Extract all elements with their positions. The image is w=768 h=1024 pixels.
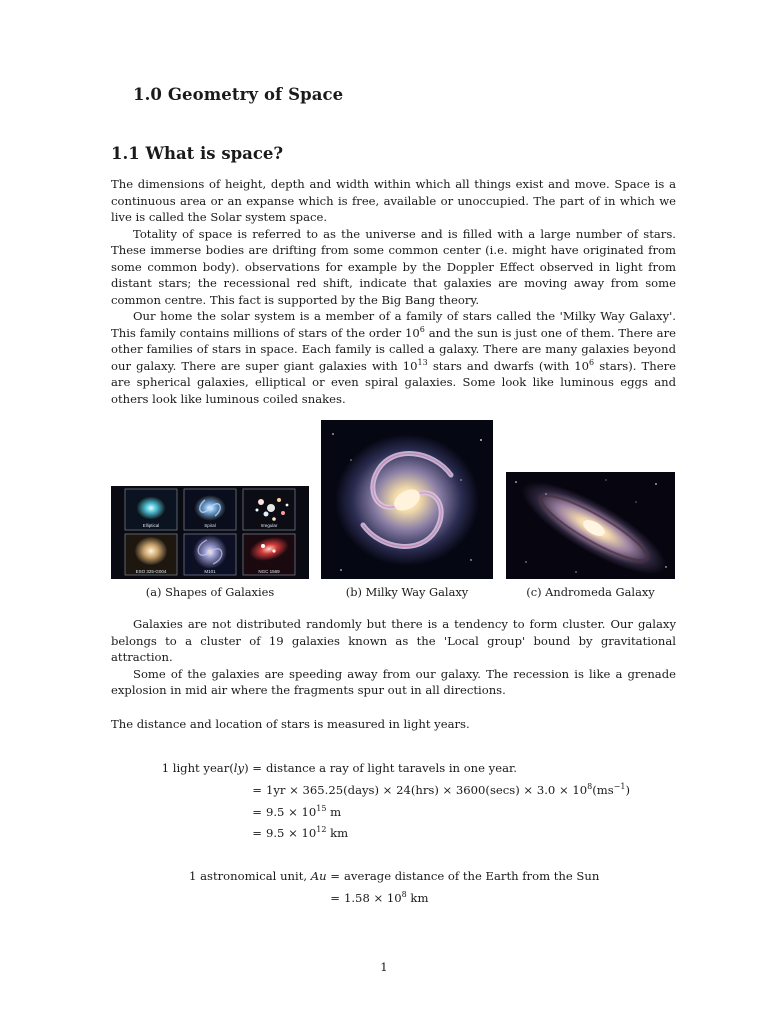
exponent: 6	[419, 324, 425, 334]
paragraph-space-definition: The dimensions of height, depth and width within which all things exist and move. Space is a continuous area or an expanse which is free, available or unoccupied. The part of in which we live is called the Solar system space.	[111, 177, 676, 224]
equation-equals: =	[252, 783, 262, 797]
equation-text: km	[326, 826, 349, 840]
equation-equals: =	[252, 826, 262, 840]
paragraph-text: stars). There are spherical galaxies, elliptical or even spiral galaxies. Some look like luminous eggs and others look like luminous coiled snakes.	[111, 358, 676, 406]
equation-equals: =	[330, 891, 340, 905]
exponent: 6	[589, 357, 595, 367]
equation-variable: ly	[233, 761, 245, 775]
page-number: 1	[380, 960, 388, 974]
caption-andromeda: (c) Andromeda Galaxy	[526, 585, 655, 599]
paragraph-universe: Totality of space is referred to as the universe and is filled with a large number of stars. These immerse bodies are drifting from some common center (i.e. might have originated from some common body). observations for example by the Doppler Effect observed in light from distant stars; the recessional red shift, indicate that galaxies are moving away from some common centre. This fact is supported by the Big Bang theory.	[111, 226, 676, 307]
panel-label-spiral: Spiral	[204, 523, 216, 528]
equation-text: 1.58 × 10	[344, 891, 402, 905]
equation-text: 1yr × 365.25(days) × 24(hrs) × 3600(secs) × 3.0 × 10	[266, 783, 588, 797]
panel-label-elliptical: Elliptical	[142, 523, 160, 528]
equation-text: 1 light year(	[161, 761, 234, 775]
section-heading: 1.0 Geometry of Space	[133, 85, 344, 104]
equation-rhs	[266, 826, 348, 840]
milky-way-image	[321, 420, 493, 579]
equation-text: m	[326, 805, 342, 819]
exponent: 13	[417, 357, 428, 367]
paragraph-local-group: Galaxies are not distributed randomly but there is a tendency to form cluster. Our galaxy belongs to a cluster of 19 galaxies known as the 'Local group' bound by gravitational attraction.	[111, 617, 676, 664]
equation-rhs: distance a ray of light taravels in one year.	[266, 761, 517, 775]
galaxy-cluster-text	[111, 616, 676, 699]
equation-text: =	[326, 869, 340, 883]
paragraph-milky-way	[111, 308, 676, 407]
equation-lhs	[100, 869, 340, 883]
equation-rhs	[344, 891, 428, 905]
exponent: 15	[316, 804, 327, 813]
exponent: 8	[401, 890, 407, 899]
paragraph-text: and the sun is just one of them. There are other families of stars in space. Each family is called a galaxy. There are many galaxies beyond our galaxy. There are super giant galaxies with 10	[111, 325, 676, 373]
paragraph-text: The distance and location of stars is measured in light years.	[111, 717, 470, 731]
equation-text: )	[625, 783, 630, 797]
equation-text: ) =	[244, 761, 262, 775]
galaxy-shapes-image	[111, 486, 309, 579]
equation-text: 9.5 × 10	[266, 805, 317, 819]
equation-variable: Au	[310, 869, 327, 883]
caption-shapes-of-galaxies: (a) Shapes of Galaxies	[145, 585, 275, 599]
panel-label-m101: M101	[204, 569, 216, 574]
equation-equals: =	[252, 805, 262, 819]
equation-rhs: average distance of the Earth from the Sun	[344, 869, 600, 883]
exponent: −1	[613, 782, 626, 791]
paragraph-light-years	[111, 716, 676, 733]
equation-rhs	[266, 805, 341, 819]
figure-andromeda	[506, 472, 675, 579]
exponent: 12	[316, 825, 327, 834]
figure-milky-way	[321, 420, 493, 579]
panel-label-eso: ESO 325-G004	[135, 569, 167, 574]
panel-label-ngc: NGC 1569	[258, 569, 280, 574]
equation-text: km	[406, 891, 429, 905]
equation-text: 1 astronomical unit,	[189, 869, 311, 883]
paragraph-recession: Some of the galaxies are speeding away from our galaxy. The recession is like a grenade explosion in mid air where the fragments spur out in all directions.	[111, 666, 676, 697]
panel-label-irregular: Irregular	[260, 523, 278, 528]
subsection-heading: 1.1 What is space?	[111, 144, 284, 163]
andromeda-image	[506, 472, 675, 579]
caption-milky-way: (b) Milky Way Galaxy	[345, 585, 469, 599]
exponent: 8	[587, 782, 593, 791]
equation-text: 9.5 × 10	[266, 826, 317, 840]
equation-lhs	[100, 761, 262, 775]
intro-text	[111, 176, 676, 407]
paragraph-text: stars and dwarfs (with 10	[427, 358, 590, 373]
equation-rhs	[266, 783, 630, 797]
figure-shapes-of-galaxies	[111, 486, 309, 579]
equation-text: (ms	[592, 783, 614, 797]
paragraph-text: Our home the solar system is a member of a family of stars called the 'Milky Way Galaxy'. This family contains millions of stars of the order 10	[111, 309, 676, 340]
